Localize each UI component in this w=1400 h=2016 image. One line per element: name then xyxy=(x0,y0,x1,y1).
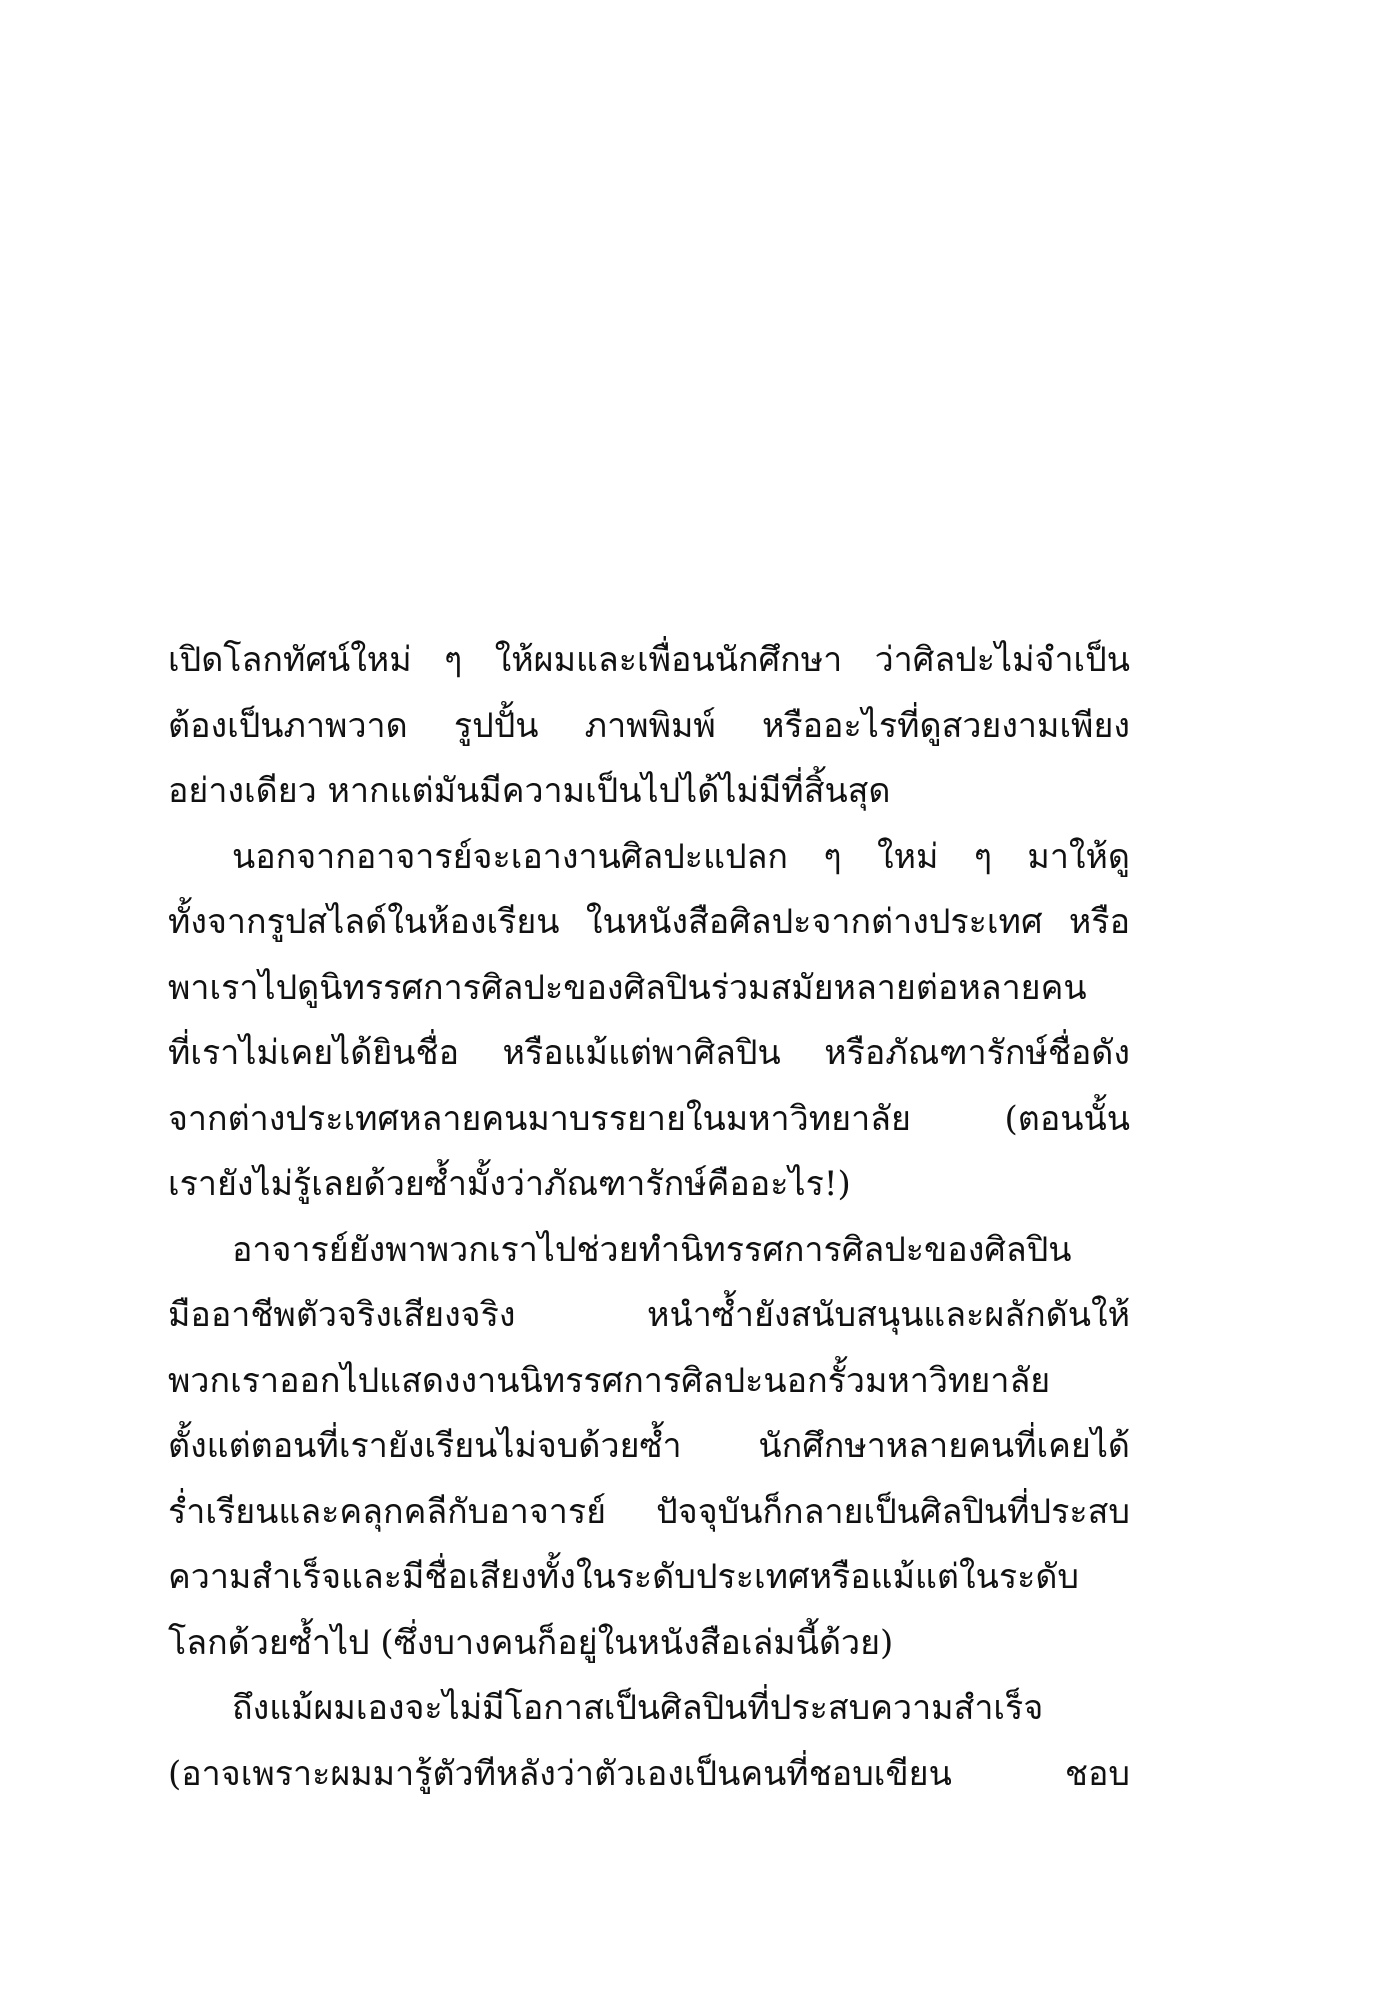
text-line: นอกจากอาจารย์จะเอางานศิลปะแปลก ๆ ใหม่ ๆ มาให้ดู xyxy=(232,836,1130,877)
text-line: โลกด้วยซ้ำไป (ซึ่งบางคนก็อยู่ในหนังสือเล่มนี้ด้วย) xyxy=(168,1622,894,1663)
text-line: พวกเราออกไปแสดงงานนิทรรศการศิลปะนอกรั้วมหาวิทยาลัย xyxy=(168,1360,1051,1401)
text-line: ความสำเร็จและมีชื่อเสียงทั้งในระดับประเทศหรือแม้แต่ในระดับ xyxy=(168,1557,1080,1597)
text-line: อาจารย์ยังพาพวกเราไปช่วยทำนิทรรศการศิลปะของศิลปิน xyxy=(232,1229,1072,1270)
paragraph-1 xyxy=(168,628,1130,825)
text-line: มืออาชีพตัวจริงเสียงจริง หนำซ้ำยังสนับสนุนและผลักดันให้ xyxy=(168,1295,1130,1335)
paragraph-2 xyxy=(168,825,1130,1218)
text-line: ต้องเป็นภาพวาด รูปปั้น ภาพพิมพ์ หรืออะไรที่ดูสวยงามเพียง xyxy=(168,705,1130,746)
text-line: จากต่างประเทศหลายคนมาบรรยายในมหาวิทยาลัย (ตอนนั้น xyxy=(168,1098,1130,1139)
text-line: เปิดโลกทัศน์ใหม่ ๆ ให้ผมและเพื่อนนักศึกษา ว่าศิลปะไม่จำเป็น xyxy=(168,640,1130,680)
text-line: ทั้งจากรูปสไลด์ในห้องเรียน ในหนังสือศิลปะจากต่างประเทศ หรือ xyxy=(168,902,1130,942)
text-line: ตั้งแต่ตอนที่เรายังเรียนไม่จบด้วยซ้ำ นักศึกษาหลายคนที่เคยได้ xyxy=(168,1426,1130,1466)
text-line: พาเราไปดูนิทรรศการศิลปะของศิลปินร่วมสมัยหลายต่อหลายคน xyxy=(168,967,1087,1008)
text-line: (อาจเพราะผมมารู้ตัวทีหลังว่าตัวเองเป็นคนที่ชอบเขียน ชอบ xyxy=(168,1753,1130,1794)
text-line: เรายังไม่รู้เลยด้วยซ้ำมั้งว่าภัณฑารักษ์คืออะไร!) xyxy=(168,1164,851,1204)
text-line: ถึงแม้ผมเองจะไม่มีโอกาสเป็นศิลปินที่ประสบความสำเร็จ xyxy=(232,1688,1044,1728)
paragraph-3 xyxy=(168,1218,1130,1677)
text-line: ร่ำเรียนและคลุกคลีกับอาจารย์ ปัจจุบันก็กลายเป็นศิลปินที่ประสบ xyxy=(168,1491,1130,1532)
text-line: อย่างเดียว หากแต่มันมีความเป็นไปได้ไม่มีที่สิ้นสุด xyxy=(168,771,891,811)
paragraph-4 xyxy=(168,1676,1130,1807)
body-text xyxy=(168,628,1130,1807)
text-line: ที่เราไม่เคยได้ยินชื่อ หรือแม้แต่พาศิลปิน หรือภัณฑารักษ์ชื่อดัง xyxy=(168,1033,1130,1073)
